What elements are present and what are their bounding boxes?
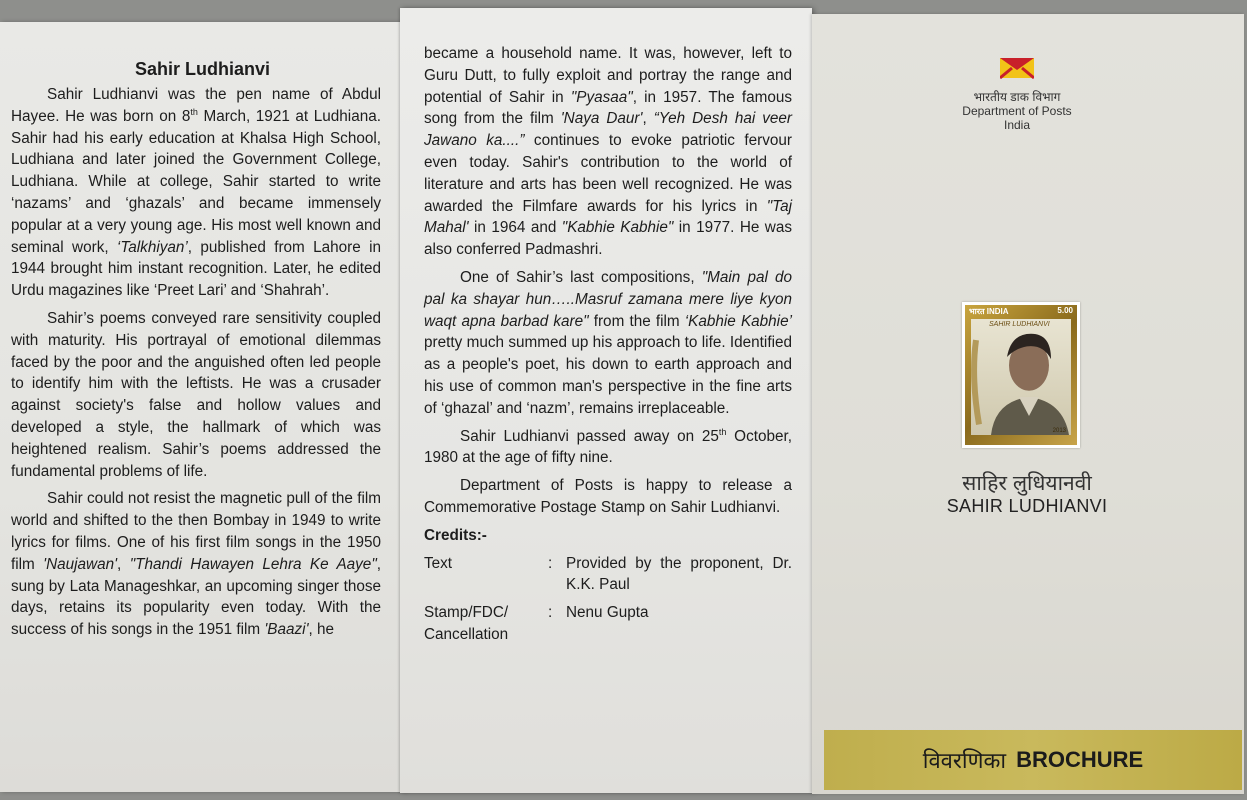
- brochure-band: [824, 730, 1242, 790]
- paragraph-poems: Sahir’s poems conveyed rare sensitivity coupled with maturity. His portrayal of emotional dilemmas faced by the poor and the anguished often led people to identify him with the leftists. He was a crusader against society's false and hollow values and developed a style, the hallmark of which was heightened realism. Sahir’s poems addressed the fundamental problems of life.: [11, 309, 381, 480]
- page-heading: Sahir Ludhianvi: [134, 59, 271, 79]
- dept-country: India: [1003, 118, 1031, 132]
- brochure-cover-panel: [812, 14, 1244, 794]
- credit-colon: :: [548, 554, 553, 572]
- paragraph-household-name: became a household name. It was, however, left to Guru Dutt, to fully exploit and portray the range and potential of Sahir in "Pyasaa", in 1957. The famous song from the film 'Naya Daur', “Yeh Desh hai veer Jawano ka....” continues to evoke patriotic fervour even today. Sahir's contribution to the world of literature and arts has been well recognized. He was awarded the Filmfare awards for his lyrics in "Taj Mahal' in 1964 and "Kabhie Kabhie" in 1977. He was also conferred Padmashri.: [424, 45, 793, 259]
- brochure-panel-middle: [400, 8, 812, 793]
- credit-colon: :: [548, 604, 553, 622]
- paragraph-birth: Sahir Ludhianvi was the pen name of Abdul Hayee. He was born on 8th March, 1921 at Ludhiana. Sahir had his early education at Khalsa High School, Ludhiana and later joined the Government College, Ludhiana. While at college, Sahir started to write ‘nazams’ and ‘ghazals’ and became immensely popular at a very young age. His most well known and seminal work, ‘Talkhiyan’, published from Lahore in 1944 brought him instant recognition. Later, he edited Urdu magazines like ‘Preet Lari’ and ‘Shahrah’.: [11, 86, 381, 300]
- stamp-portrait: [971, 319, 1071, 435]
- credit-value: Nenu Gupta: [566, 604, 649, 622]
- stamp-value: 5.00: [1057, 306, 1073, 315]
- dept-name-hindi: भारतीय डाक विभाग: [973, 90, 1061, 104]
- credit-row-text: [424, 553, 792, 597]
- paragraph-release: Department of Posts is happy to release a Commemorative Postage Stamp on Sahir Ludhianvi.: [424, 477, 792, 516]
- dept-name-english: Department of Posts: [962, 104, 1072, 118]
- biography-column-left: [11, 84, 381, 647]
- credits-title: Credits:-: [424, 526, 487, 544]
- biography-column-right: [424, 43, 792, 652]
- stamp-year: 2013: [1052, 428, 1066, 434]
- credit-key: Stamp/FDC/ Cancellation: [424, 604, 509, 643]
- india-post-logo-icon: [1000, 54, 1034, 80]
- stamp-name: SAHIR LUDHIANVI: [989, 321, 1050, 328]
- credit-key: Text: [424, 554, 453, 572]
- credit-value: Provided by the proponent, Dr. K.K. Paul: [566, 554, 792, 594]
- brochure-label-english: BROCHURE: [1016, 747, 1144, 772]
- paragraph-last-compositions: One of Sahir’s last compositions, "Main pal do pal ka shayar hun…..Masruf zamana mere liye kyon waqt apna barbad kare" from the film ‘Kabhie Kabhie’ pretty much summed up his approach to life. Identified as a people's poet, his down to earth approach and his use of common man's perspective in the fine arts of ‘ghazal’ and ‘nazm’, remains irreplaceable.: [424, 268, 793, 417]
- portrait-icon: [971, 319, 1071, 435]
- brochure-label-hindi: विवरणिका: [922, 748, 1007, 773]
- postage-stamp: [962, 302, 1080, 448]
- stamp-country: भारत INDIA: [969, 307, 1009, 316]
- credit-row-stamp: [424, 602, 792, 646]
- brochure-panel-left: [0, 22, 405, 792]
- title-english: SAHIR LUDHIANVI: [946, 496, 1108, 516]
- title-hindi: साहिर लुधियानवी: [962, 472, 1092, 495]
- paragraph-passed-away: Sahir Ludhianvi passed away on 25th October, 1980 at the age of fifty nine.: [424, 426, 792, 467]
- paragraph-film-world: Sahir could not resist the magnetic pull of the film world and shifted to the then Bombay in 1949 to write lyrics for films. One of his first film songs in the 1950 film 'Naujawan', "Thandi Hawayen Lehra Ke Aaye", sung by Lata Manageshkar, an upcoming singer those days, retains its popularity even today. With the success of his songs in the 1951 film 'Baazi', he: [11, 490, 381, 639]
